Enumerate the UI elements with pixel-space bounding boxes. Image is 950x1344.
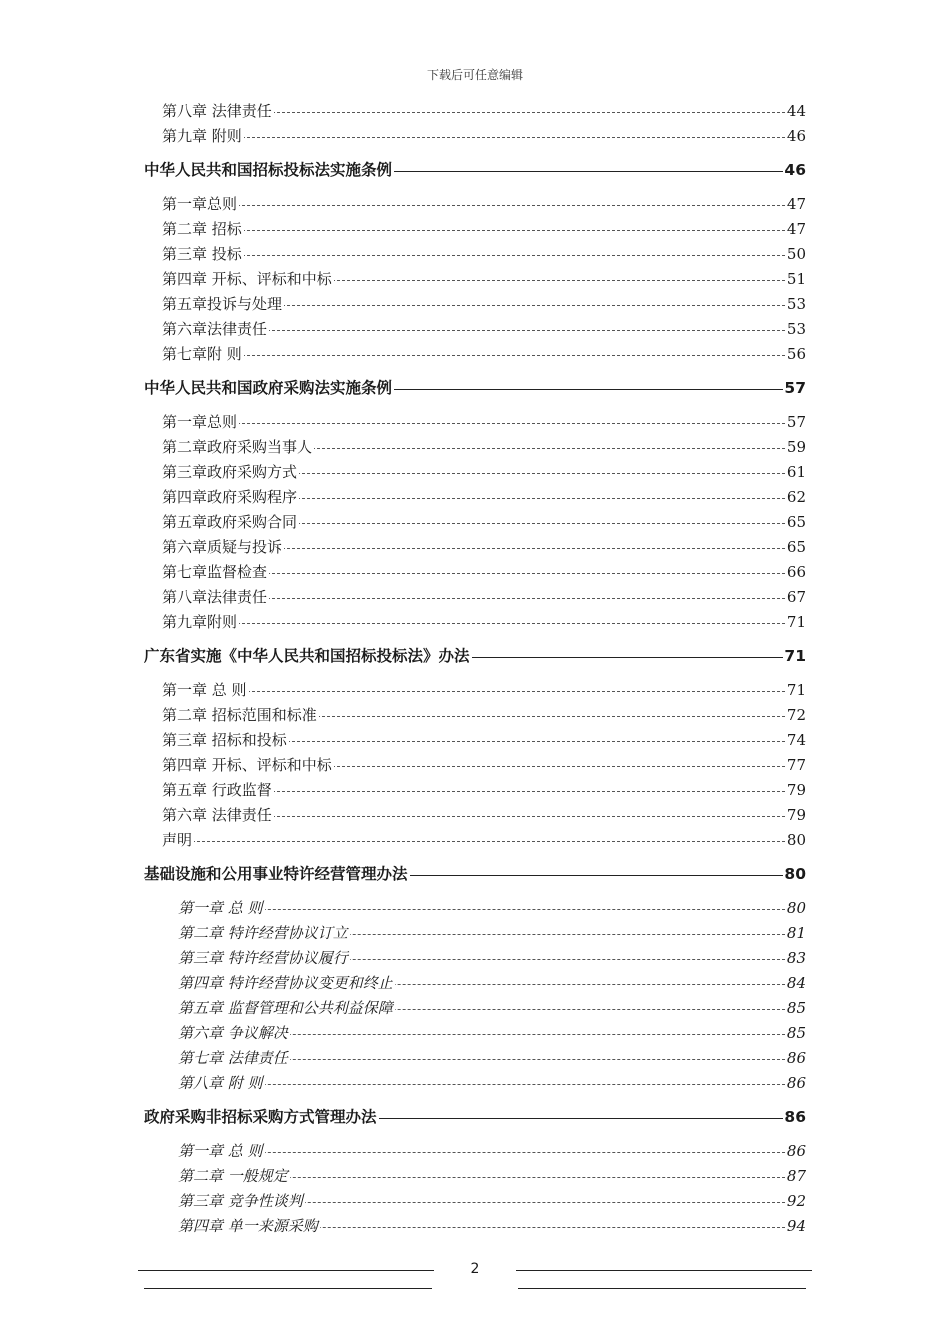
toc-chapter-entry[interactable]: [0, 293, 950, 315]
toc-entry-title: 中华人民共和国政府采购法实施条例: [144, 379, 393, 397]
toc-entry-page: 53: [786, 320, 806, 338]
toc-entry-title: 第一章 总 则: [162, 681, 247, 699]
toc-entry-page: 94: [786, 1217, 806, 1235]
toc-leader-line: [162, 841, 790, 842]
toc-entry-page: 65: [786, 538, 806, 556]
toc-leader-line: [162, 205, 790, 206]
toc-leader-line: [178, 909, 790, 910]
toc-leader-line: [178, 1152, 790, 1153]
toc-chapter-entry[interactable]: [0, 586, 950, 608]
toc-entry-page: 77: [786, 756, 806, 774]
toc-chapter-entry[interactable]: [0, 436, 950, 458]
toc-entry-page: 79: [786, 781, 806, 799]
toc-entry-title: 第一章总则: [162, 413, 238, 431]
toc-entry-page: 46: [786, 127, 806, 145]
toc-chapter-entry[interactable]: [0, 897, 950, 919]
toc-leader-line: [178, 1084, 790, 1085]
toc-entry-title: 第七章 法律责任: [178, 1049, 288, 1067]
toc-chapter-entry[interactable]: [0, 561, 950, 583]
toc-entry-title: 第四章 特许经营协议变更和终止: [178, 974, 393, 992]
toc-chapter-entry[interactable]: [0, 729, 950, 751]
toc-entry-page: 44: [786, 102, 806, 120]
toc-entry-title: 第二章 招标: [162, 220, 242, 238]
toc-chapter-entry[interactable]: [0, 1022, 950, 1044]
toc-entry-title: 第四章 开标、评标和中标: [162, 756, 332, 774]
toc-entry-page: 92: [786, 1192, 806, 1210]
toc-chapter-entry[interactable]: [0, 343, 950, 365]
toc-entry-title: 第六章法律责任: [162, 320, 268, 338]
toc-entry-title: 政府采购非招标采购方式管理办法: [144, 1108, 377, 1126]
toc-entry-page: 61: [786, 463, 806, 481]
toc-section-entry[interactable]: [0, 645, 950, 667]
toc-entry-page: 74: [786, 731, 806, 749]
toc-entry-title: 中华人民共和国招标投标法实施条例: [144, 161, 393, 179]
toc-entry-title: 声明: [162, 831, 193, 849]
toc-entry-title: 广东省实施《中华人民共和国招标投标法》办法: [144, 647, 470, 665]
toc-entry-page: 86: [786, 1049, 806, 1067]
toc-chapter-entry[interactable]: [0, 318, 950, 340]
toc-chapter-entry[interactable]: [0, 611, 950, 633]
toc-chapter-entry[interactable]: [0, 922, 950, 944]
footer-rule-left-bottom: [144, 1288, 432, 1289]
toc-entry-title: 基础设施和公用事业特许经营管理办法: [144, 865, 408, 883]
toc-section-entry[interactable]: [0, 159, 950, 181]
toc-chapter-entry[interactable]: [0, 1165, 950, 1187]
toc-entry-page: 83: [786, 949, 806, 967]
toc-section-entry[interactable]: [0, 1106, 950, 1128]
toc-entry-page: 59: [786, 438, 806, 456]
toc-entry-page: 81: [786, 924, 806, 942]
toc-entry-page: 71: [784, 647, 806, 665]
toc-entry-title: 第一章 总 则: [178, 899, 263, 917]
toc-entry-page: 47: [786, 195, 806, 213]
toc-entry-page: 80: [786, 831, 806, 849]
toc-entry-title: 第二章 招标范围和标准: [162, 706, 317, 724]
toc-entry-title: 第二章 特许经营协议订立: [178, 924, 348, 942]
toc-entry-page: 66: [786, 563, 806, 581]
toc-chapter-entry[interactable]: [0, 1215, 950, 1237]
toc-chapter-entry[interactable]: [0, 193, 950, 215]
toc-entry-title: 第六章 法律责任: [162, 806, 272, 824]
toc-entry-page: 57: [786, 413, 806, 431]
toc-chapter-entry[interactable]: [0, 1190, 950, 1212]
toc-entry-page: 86: [786, 1142, 806, 1160]
toc-entry-page: 62: [786, 488, 806, 506]
toc-entry-page: 50: [786, 245, 806, 263]
toc-entry-page: 85: [786, 999, 806, 1017]
toc-entry-page: 47: [786, 220, 806, 238]
toc-chapter-entry[interactable]: [0, 972, 950, 994]
toc-entry-title: 第五章 行政监督: [162, 781, 272, 799]
toc-entry-page: 79: [786, 806, 806, 824]
toc-entry-page: 86: [786, 1074, 806, 1092]
toc-leader-line: [162, 255, 790, 256]
toc-entry-page: 87: [786, 1167, 806, 1185]
toc-entry-title: 第二章 一般规定: [178, 1167, 288, 1185]
toc-section-entry[interactable]: [0, 377, 950, 399]
toc-chapter-entry[interactable]: [0, 779, 950, 801]
toc-entry-title: 第八章法律责任: [162, 588, 268, 606]
toc-chapter-entry[interactable]: [0, 704, 950, 726]
toc-chapter-entry[interactable]: [0, 804, 950, 826]
toc-chapter-entry[interactable]: [0, 243, 950, 265]
toc-entry-title: 第八章 法律责任: [162, 102, 272, 120]
toc-entry-title: 第七章监督检查: [162, 563, 268, 581]
toc-entry-page: 80: [784, 865, 806, 883]
toc-entry-page: 85: [786, 1024, 806, 1042]
toc-leader-line: [162, 623, 790, 624]
toc-chapter-entry[interactable]: [0, 511, 950, 533]
toc-leader-line: [162, 137, 790, 138]
toc-chapter-entry[interactable]: [0, 754, 950, 776]
toc-entry-title: 第三章 特许经营协议履行: [178, 949, 348, 967]
toc-entry-title: 第三章 投标: [162, 245, 242, 263]
toc-entry-title: 第四章政府采购程序: [162, 488, 298, 506]
toc-entry-title: 第五章政府采购合同: [162, 513, 298, 531]
toc-entry-title: 第三章 招标和投标: [162, 731, 287, 749]
toc-chapter-entry[interactable]: [0, 125, 950, 147]
toc-chapter-entry[interactable]: [0, 411, 950, 433]
toc-entry-title: 第六章 争议解决: [178, 1024, 288, 1042]
toc-chapter-entry[interactable]: [0, 1140, 950, 1162]
toc-entry-title: 第五章投诉与处理: [162, 295, 283, 313]
toc-chapter-entry[interactable]: [0, 461, 950, 483]
toc-entry-page: 80: [786, 899, 806, 917]
toc-entry-title: 第三章政府采购方式: [162, 463, 298, 481]
toc-chapter-entry[interactable]: [0, 486, 950, 508]
toc-entry-page: 84: [786, 974, 806, 992]
toc-entry-page: 71: [786, 613, 806, 631]
toc-entry-page: 57: [784, 379, 806, 397]
toc-entry-title: 第四章 单一来源采购: [178, 1217, 318, 1235]
toc-chapter-entry[interactable]: [0, 268, 950, 290]
toc-entry-page: 86: [784, 1108, 806, 1126]
toc-entry-title: 第五章 监督管理和公共利益保障: [178, 999, 393, 1017]
toc-chapter-entry[interactable]: [0, 218, 950, 240]
toc-entry-title: 第九章 附则: [162, 127, 242, 145]
toc-leader-line: [162, 230, 790, 231]
toc-entry-page: 56: [786, 345, 806, 363]
toc-entry-page: 53: [786, 295, 806, 313]
toc-entry-page: 46: [784, 161, 806, 179]
toc-entry-title: 第八章 附 则: [178, 1074, 263, 1092]
toc-section-entry[interactable]: [0, 863, 950, 885]
toc-entry-title: 第七章附 则: [162, 345, 242, 363]
toc-chapter-entry[interactable]: [0, 997, 950, 1019]
toc-leader-line: [162, 691, 790, 692]
toc-entry-page: 72: [786, 706, 806, 724]
toc-chapter-entry[interactable]: [0, 679, 950, 701]
toc-entry-title: 第四章 开标、评标和中标: [162, 270, 332, 288]
toc-chapter-entry[interactable]: [0, 947, 950, 969]
toc-entry-page: 67: [786, 588, 806, 606]
toc-leader-line: [162, 355, 790, 356]
toc-entry-page: 65: [786, 513, 806, 531]
toc-chapter-entry[interactable]: [0, 1072, 950, 1094]
toc-entry-title: 第二章政府采购当事人: [162, 438, 313, 456]
toc-entry-title: 第九章附则: [162, 613, 238, 631]
toc-entry-page: 71: [786, 681, 806, 699]
toc-chapter-entry[interactable]: [0, 100, 950, 122]
toc-chapter-entry[interactable]: [0, 536, 950, 558]
toc-entry-title: 第三章 竞争性谈判: [178, 1192, 303, 1210]
page-number: 2: [470, 1261, 480, 1277]
page-header: 下载后可任意编辑: [426, 68, 523, 82]
toc-entry-page: 51: [786, 270, 806, 288]
toc-chapter-entry[interactable]: [0, 829, 950, 851]
footer-rule-right-bottom: [518, 1288, 806, 1289]
toc-entry-title: 第一章总则: [162, 195, 238, 213]
toc-entry-title: 第一章 总 则: [178, 1142, 263, 1160]
toc-entry-title: 第六章质疑与投诉: [162, 538, 283, 556]
toc-chapter-entry[interactable]: [0, 1047, 950, 1069]
toc-leader-line: [162, 423, 790, 424]
